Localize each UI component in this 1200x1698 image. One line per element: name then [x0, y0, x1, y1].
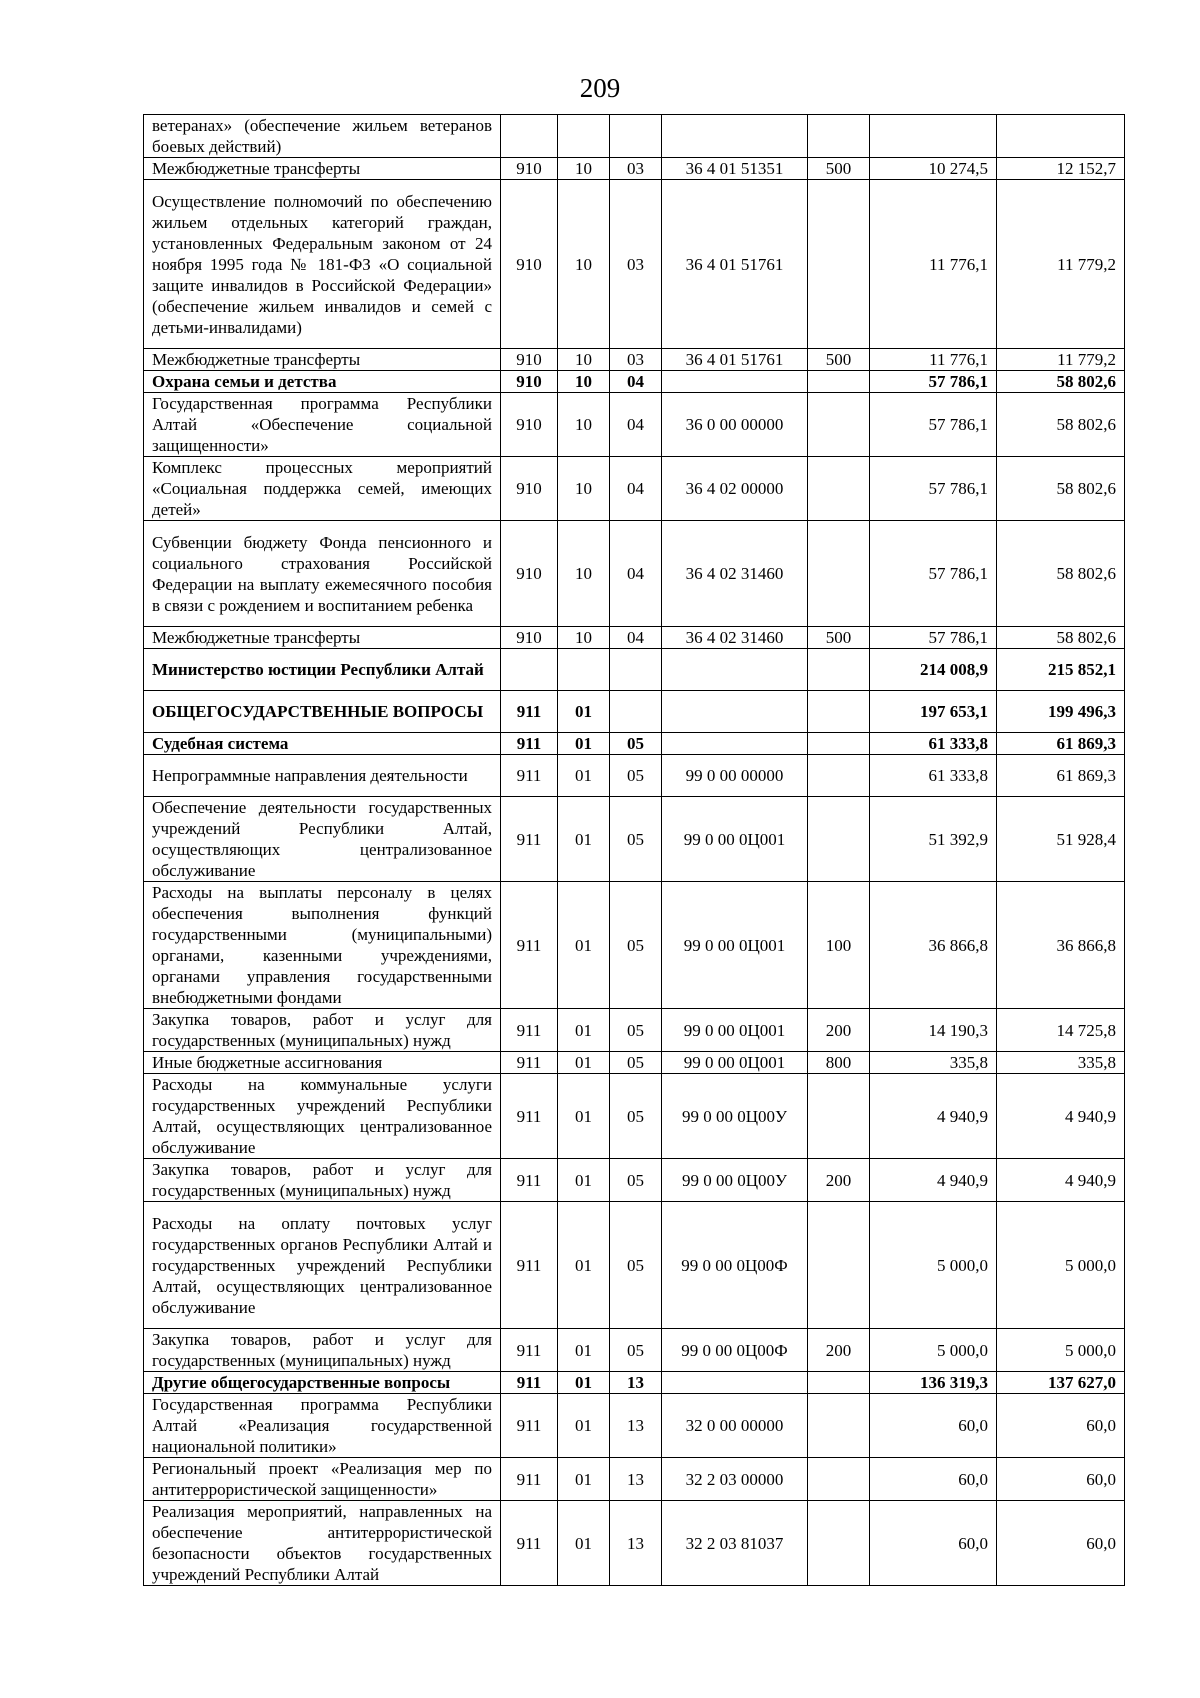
amount-year-2: 4 940,9	[997, 1159, 1125, 1202]
subsection-code: 05	[610, 1074, 662, 1159]
ministry-code: 911	[501, 1009, 558, 1052]
table-row	[144, 882, 1125, 1009]
table-row	[144, 627, 1125, 649]
amount-year-1: 61 333,8	[870, 733, 997, 755]
amount-year-2: 51 928,4	[997, 797, 1125, 882]
ministry-code: 911	[501, 1394, 558, 1458]
ministry-code: 910	[501, 371, 558, 393]
row-name: Непрограммные направления деятельности	[144, 755, 501, 797]
table-row	[144, 755, 1125, 797]
row-name: Межбюджетные трансферты	[144, 627, 501, 649]
section-code	[558, 649, 610, 691]
ministry-code: 910	[501, 349, 558, 371]
target-article-code: 99 0 00 0Ц001	[662, 882, 808, 1009]
row-name: Министерство юстиции Республики Алтай	[144, 649, 501, 691]
subsection-code: 04	[610, 457, 662, 521]
table-row	[144, 371, 1125, 393]
subsection-code: 05	[610, 1329, 662, 1372]
expense-type-code	[808, 1202, 870, 1329]
table-row	[144, 158, 1125, 180]
ministry-code	[501, 649, 558, 691]
row-name: Судебная система	[144, 733, 501, 755]
table-row	[144, 1501, 1125, 1586]
expense-type-code	[808, 180, 870, 349]
subsection-code: 05	[610, 755, 662, 797]
target-article-code: 36 4 02 31460	[662, 627, 808, 649]
expense-type-code	[808, 797, 870, 882]
table-row	[144, 1159, 1125, 1202]
amount-year-1: 4 940,9	[870, 1159, 997, 1202]
subsection-code: 03	[610, 158, 662, 180]
amount-year-1: 57 786,1	[870, 521, 997, 627]
section-code	[558, 115, 610, 158]
expense-type-code	[808, 457, 870, 521]
amount-year-2: 58 802,6	[997, 371, 1125, 393]
table-row	[144, 797, 1125, 882]
section-code: 01	[558, 1202, 610, 1329]
amount-year-1: 214 008,9	[870, 649, 997, 691]
section-code: 01	[558, 1329, 610, 1372]
subsection-code: 05	[610, 797, 662, 882]
table-row	[144, 521, 1125, 627]
section-code: 01	[558, 882, 610, 1009]
amount-year-2: 335,8	[997, 1052, 1125, 1074]
amount-year-1: 136 319,3	[870, 1372, 997, 1394]
section-code: 10	[558, 627, 610, 649]
target-article-code: 99 0 00 0Ц00У	[662, 1074, 808, 1159]
amount-year-1: 11 776,1	[870, 180, 997, 349]
ministry-code: 911	[501, 1501, 558, 1586]
ministry-code: 911	[501, 1458, 558, 1501]
expense-type-code	[808, 733, 870, 755]
ministry-code: 911	[501, 755, 558, 797]
subsection-code: 04	[610, 371, 662, 393]
amount-year-1: 335,8	[870, 1052, 997, 1074]
ministry-code: 911	[501, 882, 558, 1009]
expense-type-code	[808, 755, 870, 797]
ministry-code	[501, 115, 558, 158]
row-name: Реализация мероприятий, направленных на обеспечение антитеррористической безопасности объектов государственных учреждений Республики Алтай	[144, 1501, 501, 1586]
amount-year-1: 197 653,1	[870, 691, 997, 733]
target-article-code: 99 0 00 0Ц00Ф	[662, 1202, 808, 1329]
amount-year-1: 61 333,8	[870, 755, 997, 797]
expense-type-code	[808, 115, 870, 158]
ministry-code: 911	[501, 733, 558, 755]
expense-type-code: 800	[808, 1052, 870, 1074]
row-name: Государственная программа Республики Алтай «Реализация государственной национальной политики»	[144, 1394, 501, 1458]
expense-type-code	[808, 1458, 870, 1501]
amount-year-2: 14 725,8	[997, 1009, 1125, 1052]
target-article-code: 99 0 00 0Ц001	[662, 1052, 808, 1074]
subsection-code: 03	[610, 180, 662, 349]
table-row	[144, 393, 1125, 457]
budget-table	[143, 114, 1125, 1586]
section-code: 01	[558, 797, 610, 882]
target-article-code: 99 0 00 00000	[662, 755, 808, 797]
amount-year-2: 5 000,0	[997, 1329, 1125, 1372]
expense-type-code	[808, 649, 870, 691]
table-row	[144, 349, 1125, 371]
ministry-code: 910	[501, 180, 558, 349]
expense-type-code: 200	[808, 1009, 870, 1052]
expense-type-code: 200	[808, 1329, 870, 1372]
amount-year-1: 10 274,5	[870, 158, 997, 180]
amount-year-2: 199 496,3	[997, 691, 1125, 733]
amount-year-2: 58 802,6	[997, 627, 1125, 649]
row-name: Осуществление полномочий по обеспечению жильем отдельных категорий граждан, установленных Федеральным законом от 24 ноября 1995 года № 181-ФЗ «О социальной защите инвалидов в Российской Федерации» (обеспечение жильем инвалидов и семей с детьми-инвалидами)	[144, 180, 501, 349]
amount-year-1: 60,0	[870, 1394, 997, 1458]
subsection-code: 05	[610, 1159, 662, 1202]
target-article-code	[662, 1372, 808, 1394]
ministry-code: 911	[501, 797, 558, 882]
subsection-code	[610, 115, 662, 158]
section-code: 01	[558, 1159, 610, 1202]
table-row	[144, 649, 1125, 691]
row-name: Региональный проект «Реализация мер по антитеррористической защищенности»	[144, 1458, 501, 1501]
subsection-code: 13	[610, 1394, 662, 1458]
expense-type-code: 500	[808, 158, 870, 180]
target-article-code: 36 0 00 00000	[662, 393, 808, 457]
target-article-code	[662, 371, 808, 393]
row-name: Расходы на оплату почтовых услуг государственных органов Республики Алтай и государственных учреждений Республики Алтай, осуществляющих централизованное обслуживание	[144, 1202, 501, 1329]
section-code: 01	[558, 1009, 610, 1052]
target-article-code: 99 0 00 0Ц001	[662, 1009, 808, 1052]
subsection-code: 03	[610, 349, 662, 371]
amount-year-1: 5 000,0	[870, 1202, 997, 1329]
expense-type-code	[808, 521, 870, 627]
subsection-code: 05	[610, 882, 662, 1009]
section-code: 01	[558, 1458, 610, 1501]
ministry-code: 911	[501, 1202, 558, 1329]
subsection-code: 13	[610, 1458, 662, 1501]
amount-year-2: 11 779,2	[997, 180, 1125, 349]
amount-year-1: 11 776,1	[870, 349, 997, 371]
target-article-code: 36 4 01 51761	[662, 180, 808, 349]
amount-year-2: 61 869,3	[997, 733, 1125, 755]
target-article-code	[662, 649, 808, 691]
amount-year-2: 60,0	[997, 1501, 1125, 1586]
amount-year-1: 36 866,8	[870, 882, 997, 1009]
row-name: ветеранах» (обеспечение жильем ветеранов боевых действий)	[144, 115, 501, 158]
row-name: Другие общегосударственные вопросы	[144, 1372, 501, 1394]
row-name: Расходы на выплаты персоналу в целях обеспечения выполнения функций государственными (муниципальными) органами, казенными учреждениями, органами управления государственными внебюджетными фондами	[144, 882, 501, 1009]
target-article-code: 36 4 02 00000	[662, 457, 808, 521]
row-name: Закупка товаров, работ и услуг для государственных (муниципальных) нужд	[144, 1009, 501, 1052]
amount-year-1: 57 786,1	[870, 371, 997, 393]
target-article-code	[662, 115, 808, 158]
amount-year-1: 5 000,0	[870, 1329, 997, 1372]
target-article-code	[662, 733, 808, 755]
target-article-code: 36 4 01 51351	[662, 158, 808, 180]
ministry-code: 911	[501, 1372, 558, 1394]
row-name: Обеспечение деятельности государственных учреждений Республики Алтай, осуществляющих централизованное обслуживание	[144, 797, 501, 882]
target-article-code: 99 0 00 0Ц00Ф	[662, 1329, 808, 1372]
table-row	[144, 1372, 1125, 1394]
amount-year-1: 57 786,1	[870, 457, 997, 521]
expense-type-code	[808, 371, 870, 393]
table-row	[144, 1074, 1125, 1159]
expense-type-code	[808, 1074, 870, 1159]
table-row	[144, 180, 1125, 349]
expense-type-code	[808, 393, 870, 457]
subsection-code: 05	[610, 1052, 662, 1074]
row-name: Субвенции бюджету Фонда пенсионного и социального страхования Российской Федерации на выплату ежемесячного пособия в связи с рождением и воспитанием ребенка	[144, 521, 501, 627]
target-article-code: 32 2 03 81037	[662, 1501, 808, 1586]
table-row	[144, 1329, 1125, 1372]
row-name: ОБЩЕГОСУДАРСТВЕННЫЕ ВОПРОСЫ	[144, 691, 501, 733]
subsection-code	[610, 649, 662, 691]
table-row	[144, 1394, 1125, 1458]
target-article-code: 99 0 00 0Ц00У	[662, 1159, 808, 1202]
section-code: 10	[558, 393, 610, 457]
amount-year-2: 5 000,0	[997, 1202, 1125, 1329]
table-row	[144, 691, 1125, 733]
expense-type-code: 500	[808, 349, 870, 371]
amount-year-2: 11 779,2	[997, 349, 1125, 371]
target-article-code: 32 0 00 00000	[662, 1394, 808, 1458]
amount-year-1: 60,0	[870, 1501, 997, 1586]
row-name: Расходы на коммунальные услуги государственных учреждений Республики Алтай, осуществляющих централизованное обслуживание	[144, 1074, 501, 1159]
amount-year-1: 51 392,9	[870, 797, 997, 882]
expense-type-code: 500	[808, 627, 870, 649]
ministry-code: 910	[501, 521, 558, 627]
amount-year-2	[997, 115, 1125, 158]
amount-year-2: 215 852,1	[997, 649, 1125, 691]
section-code: 01	[558, 1394, 610, 1458]
amount-year-2: 61 869,3	[997, 755, 1125, 797]
ministry-code: 911	[501, 1052, 558, 1074]
table-row	[144, 115, 1125, 158]
expense-type-code	[808, 1394, 870, 1458]
amount-year-2: 4 940,9	[997, 1074, 1125, 1159]
subsection-code: 13	[610, 1501, 662, 1586]
ministry-code: 911	[501, 1159, 558, 1202]
ministry-code: 911	[501, 691, 558, 733]
section-code: 01	[558, 1074, 610, 1159]
ministry-code: 910	[501, 393, 558, 457]
section-code: 01	[558, 755, 610, 797]
expense-type-code: 200	[808, 1159, 870, 1202]
table-row	[144, 1202, 1125, 1329]
table-row	[144, 1052, 1125, 1074]
row-name: Закупка товаров, работ и услуг для государственных (муниципальных) нужд	[144, 1159, 501, 1202]
amount-year-1: 57 786,1	[870, 393, 997, 457]
amount-year-2: 58 802,6	[997, 393, 1125, 457]
subsection-code: 05	[610, 733, 662, 755]
section-code: 10	[558, 371, 610, 393]
section-code: 10	[558, 158, 610, 180]
section-code: 01	[558, 733, 610, 755]
subsection-code	[610, 691, 662, 733]
table-row	[144, 1458, 1125, 1501]
subsection-code: 13	[610, 1372, 662, 1394]
ministry-code: 911	[501, 1329, 558, 1372]
amount-year-2: 12 152,7	[997, 158, 1125, 180]
expense-type-code: 100	[808, 882, 870, 1009]
amount-year-2: 137 627,0	[997, 1372, 1125, 1394]
subsection-code: 05	[610, 1202, 662, 1329]
section-code: 01	[558, 1052, 610, 1074]
subsection-code: 04	[610, 521, 662, 627]
row-name: Межбюджетные трансферты	[144, 349, 501, 371]
row-name: Межбюджетные трансферты	[144, 158, 501, 180]
section-code: 10	[558, 349, 610, 371]
amount-year-1: 60,0	[870, 1458, 997, 1501]
expense-type-code	[808, 1372, 870, 1394]
target-article-code: 99 0 00 0Ц001	[662, 797, 808, 882]
ministry-code: 910	[501, 158, 558, 180]
target-article-code: 36 4 02 31460	[662, 521, 808, 627]
amount-year-2: 58 802,6	[997, 521, 1125, 627]
target-article-code	[662, 691, 808, 733]
section-code: 01	[558, 1372, 610, 1394]
row-name: Государственная программа Республики Алтай «Обеспечение социальной защищенности»	[144, 393, 501, 457]
table-row	[144, 1009, 1125, 1052]
section-code: 01	[558, 1501, 610, 1586]
amount-year-1: 4 940,9	[870, 1074, 997, 1159]
subsection-code: 04	[610, 627, 662, 649]
section-code: 10	[558, 521, 610, 627]
section-code: 10	[558, 457, 610, 521]
expense-type-code	[808, 1501, 870, 1586]
row-name: Иные бюджетные ассигнования	[144, 1052, 501, 1074]
amount-year-1: 57 786,1	[870, 627, 997, 649]
section-code: 01	[558, 691, 610, 733]
ministry-code: 911	[501, 1074, 558, 1159]
target-article-code: 36 4 01 51761	[662, 349, 808, 371]
amount-year-2: 36 866,8	[997, 882, 1125, 1009]
amount-year-2: 60,0	[997, 1458, 1125, 1501]
page-number: 209	[579, 73, 621, 103]
budget-table-body	[144, 115, 1125, 1586]
amount-year-2: 60,0	[997, 1394, 1125, 1458]
section-code: 10	[558, 180, 610, 349]
ministry-code: 910	[501, 457, 558, 521]
row-name: Закупка товаров, работ и услуг для государственных (муниципальных) нужд	[144, 1329, 501, 1372]
amount-year-2: 58 802,6	[997, 457, 1125, 521]
subsection-code: 05	[610, 1009, 662, 1052]
table-row	[144, 733, 1125, 755]
target-article-code: 32 2 03 00000	[662, 1458, 808, 1501]
subsection-code: 04	[610, 393, 662, 457]
amount-year-1	[870, 115, 997, 158]
ministry-code: 910	[501, 627, 558, 649]
row-name: Охрана семьи и детства	[144, 371, 501, 393]
amount-year-1: 14 190,3	[870, 1009, 997, 1052]
row-name: Комплекс процессных мероприятий «Социальная поддержка семей, имеющих детей»	[144, 457, 501, 521]
table-row	[144, 457, 1125, 521]
expense-type-code	[808, 691, 870, 733]
